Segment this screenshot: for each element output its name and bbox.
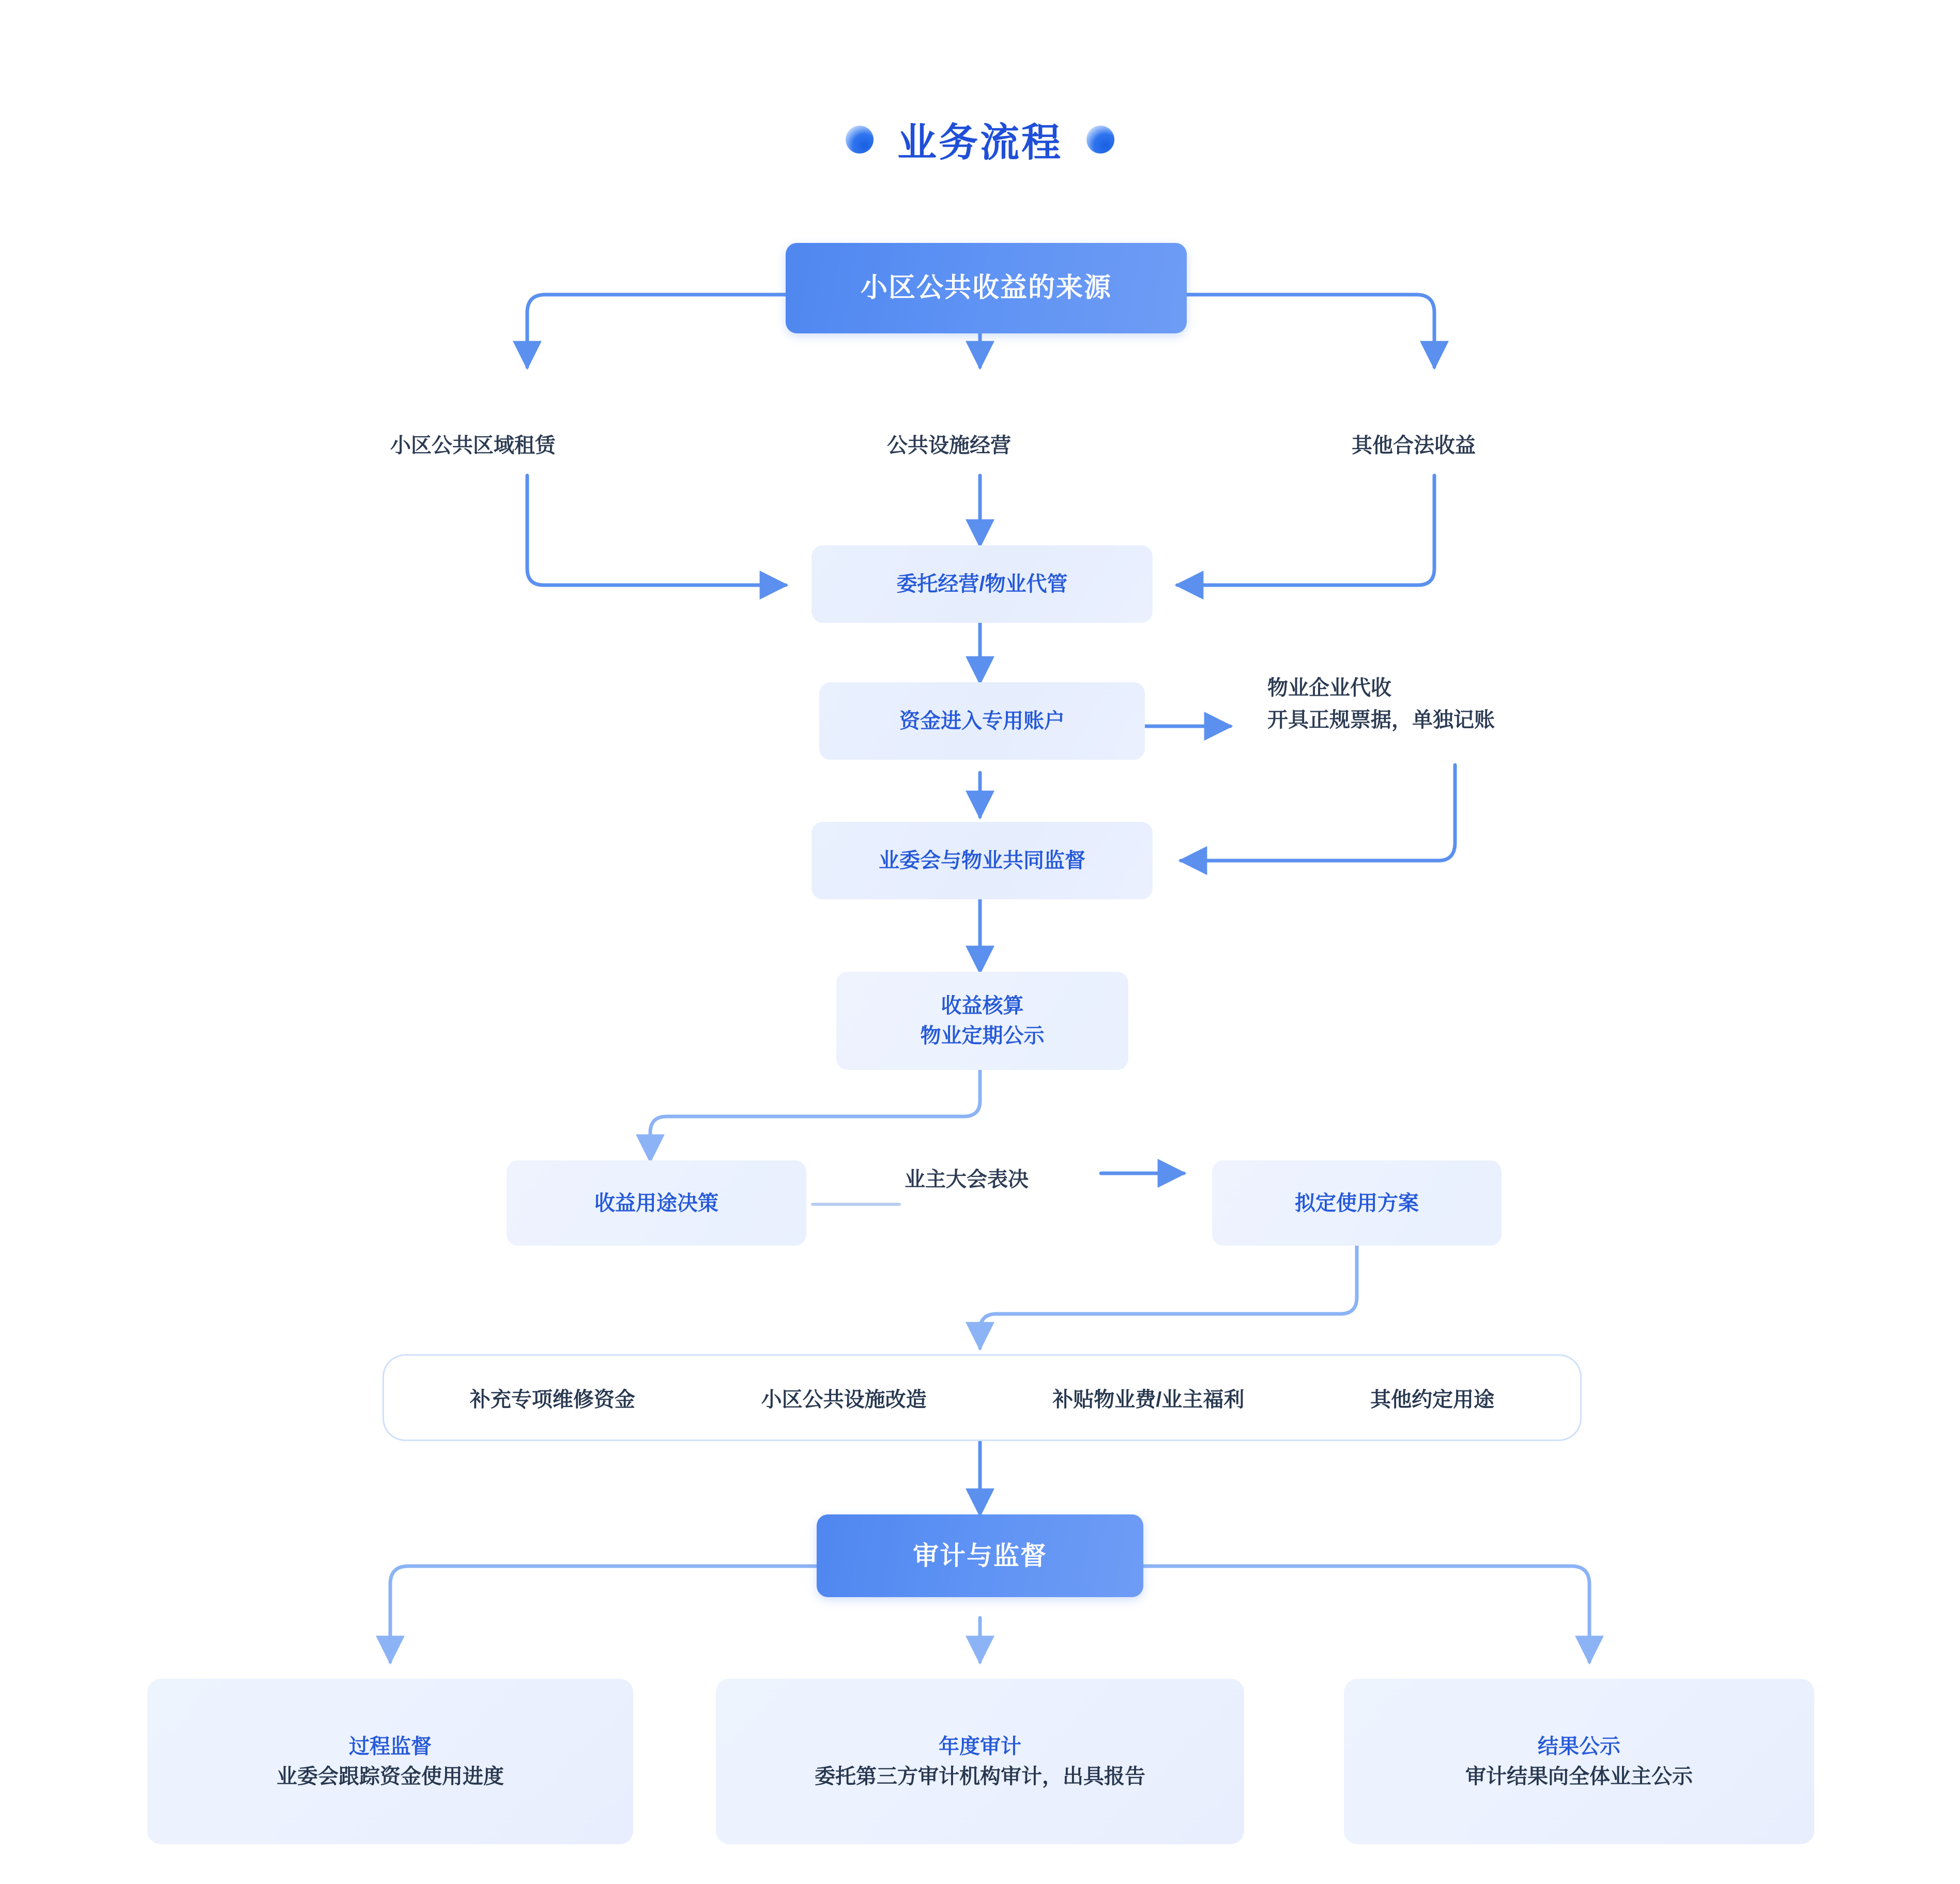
decorative-dot-right-icon xyxy=(1086,126,1114,154)
usage-item-0[interactable]: 补充专项维修资金 xyxy=(469,1388,635,1411)
node-usage-plan-label: 拟定使用方案 xyxy=(1295,1191,1419,1215)
branch-label-other: 其他合法收益 xyxy=(1352,434,1476,457)
node-audit-supervision-label: 审计与监督 xyxy=(913,1541,1047,1570)
node-usage-plan[interactable] xyxy=(1212,1160,1502,1246)
result-card-result-publicity[interactable] xyxy=(1344,1679,1814,1844)
node-usage-decision-label: 收益用途决策 xyxy=(594,1191,718,1215)
side-note-line2: 开具正规票据，单独记账 xyxy=(1267,709,1495,731)
node-income-accounting[interactable] xyxy=(836,972,1128,1070)
node-income-accounting-line1: 收益核算 xyxy=(941,994,1024,1017)
usage-item-2[interactable]: 补贴物业费/业主福利 xyxy=(1052,1388,1245,1411)
node-entrusted-operation-label: 委托经营/物业代管 xyxy=(896,573,1068,595)
usage-item-1[interactable]: 小区公共设施改造 xyxy=(761,1388,927,1411)
node-income-source[interactable] xyxy=(786,243,1187,333)
node-joint-supervision[interactable] xyxy=(811,822,1153,899)
node-usage-decision[interactable] xyxy=(507,1160,806,1246)
side-note-collection xyxy=(1267,672,1495,736)
branch-label-owners-vote: 业主大会表决 xyxy=(905,1168,1029,1191)
result-title-0: 过程监督 xyxy=(349,1735,432,1758)
branch-label-lease: 小区公共区域租赁 xyxy=(390,434,556,457)
page-title-row xyxy=(0,111,1960,167)
side-note-line1: 物业企业代收 xyxy=(1267,677,1391,699)
page-title: 业务流程 xyxy=(897,121,1063,165)
usage-options-row xyxy=(382,1354,1582,1441)
node-dedicated-account-label: 资金进入专用账户 xyxy=(899,710,1065,732)
result-desc-2: 审计结果向全体业主公示 xyxy=(1465,1765,1693,1788)
result-desc-0: 业委会跟踪资金使用进度 xyxy=(277,1765,504,1788)
result-title-2: 结果公示 xyxy=(1538,1735,1620,1758)
node-entrusted-operation[interactable] xyxy=(811,545,1153,623)
result-desc-1: 委托第三方审计机构审计，出具报告 xyxy=(815,1765,1145,1788)
result-card-annual-audit[interactable] xyxy=(716,1679,1244,1844)
node-income-accounting-line2: 物业定期公示 xyxy=(920,1024,1045,1047)
node-dedicated-account[interactable] xyxy=(819,682,1145,760)
usage-item-3[interactable]: 其他约定用途 xyxy=(1370,1388,1495,1411)
result-title-1: 年度审计 xyxy=(939,1735,1021,1758)
node-income-source-label: 小区公共收益的来源 xyxy=(860,272,1112,303)
decorative-dot-left-icon xyxy=(846,126,874,154)
branch-label-facility: 公共设施经营 xyxy=(887,434,1011,457)
node-audit-supervision[interactable] xyxy=(817,1514,1143,1597)
node-joint-supervision-label: 业委会与物业共同监督 xyxy=(879,849,1085,872)
result-card-process-supervision[interactable] xyxy=(147,1679,633,1844)
